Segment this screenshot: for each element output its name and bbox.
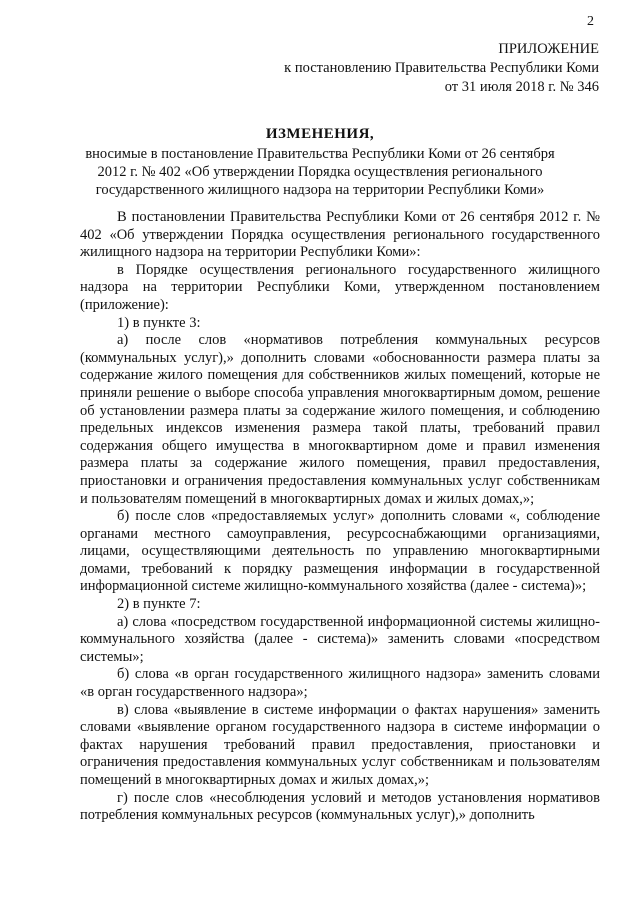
body-paragraph: б) после слов «предоставляемых услуг» дополнить словами «, соблюдение органами местного самоуправления, ресурсоснабжающими организациями, лицами, осуществляющими деятельность по управлению многоквартирными домами, требований к порядку размещения информации в государственной информационной системе жилищно-коммунального хозяйства (далее - система)»;	[80, 508, 600, 595]
appendix-reference: к постановлению Правительства Республики Коми	[284, 60, 599, 76]
appendix-header	[179, 40, 599, 97]
body-paragraph: а) слова «посредством государственной информационной системы жилищно-коммунального хозяйства (далее - система)» заменить словами «посредством системы»;	[80, 613, 600, 665]
body-paragraph: 2) в пункте 7:	[117, 596, 201, 613]
document-subtitle: вносимые в постановление Правительства Республики Коми от 26 сентября 2012 г. № 402 «Об утверждении Порядка осуществления регионального государственного жилищного надзора на территории Республики Коми»	[85, 146, 555, 198]
document-body	[80, 209, 600, 825]
body-paragraph: б) слова «в орган государственного жилищного надзора» заменить словами «в орган государственного надзора»;	[80, 666, 600, 701]
body-paragraph: 1) в пункте 3:	[117, 314, 201, 331]
body-paragraph: а) после слов «нормативов потребления коммунальных ресурсов (коммунальных услуг),» дополнить словами «обоснованности размера платы за содержание жилого помещения для собственников жилых помещений, которые не приняли решение о выборе способа управления многоквартирным домом, решение об установлении размера платы за содержание жилого помещения, и соблюдению предельных индексов изменения размера такой платы, требований правил содержания общего имущества в многоквартирном доме и правил изменения размера платы за содержание жилого помещения, правил предоставления, приостановки и ограничения предоставления коммунальных услуг собственникам и пользователям помещений в многоквартирных домах и жилых домах,»;	[80, 332, 600, 507]
body-paragraph: г) после слов «несоблюдения условий и методов установления нормативов потребления коммунальных ресурсов (коммунальных услуг),» дополнить	[80, 789, 600, 824]
document-title: ИЗМЕНЕНИЯ,	[265, 126, 375, 142]
appendix-label: ПРИЛОЖЕНИЕ	[498, 41, 599, 57]
body-paragraph: в) слова «выявление в системе информации о фактах нарушения» заменить словами «выявление органом государственного надзора в системе информации о фактах нарушения требований правил предоставления, приостановки и ограничения предоставления коммунальных услуг собственникам и пользователям помещений в многоквартирных домах и жилых домах,»;	[80, 701, 600, 788]
body-paragraph: В постановлении Правительства Республики Коми от 26 сентября 2012 г. № 402 «Об утверждении Порядка осуществления регионального государственного жилищного надзора на территории Республики Коми»:	[80, 209, 600, 261]
body-paragraph: в Порядке осуществления регионального государственного жилищного надзора на территории Республики Коми, утвержденном постановлением (приложение):	[80, 261, 600, 313]
page-number: 2	[587, 14, 594, 29]
appendix-date: от 31 июля 2018 г. № 346	[444, 79, 599, 95]
